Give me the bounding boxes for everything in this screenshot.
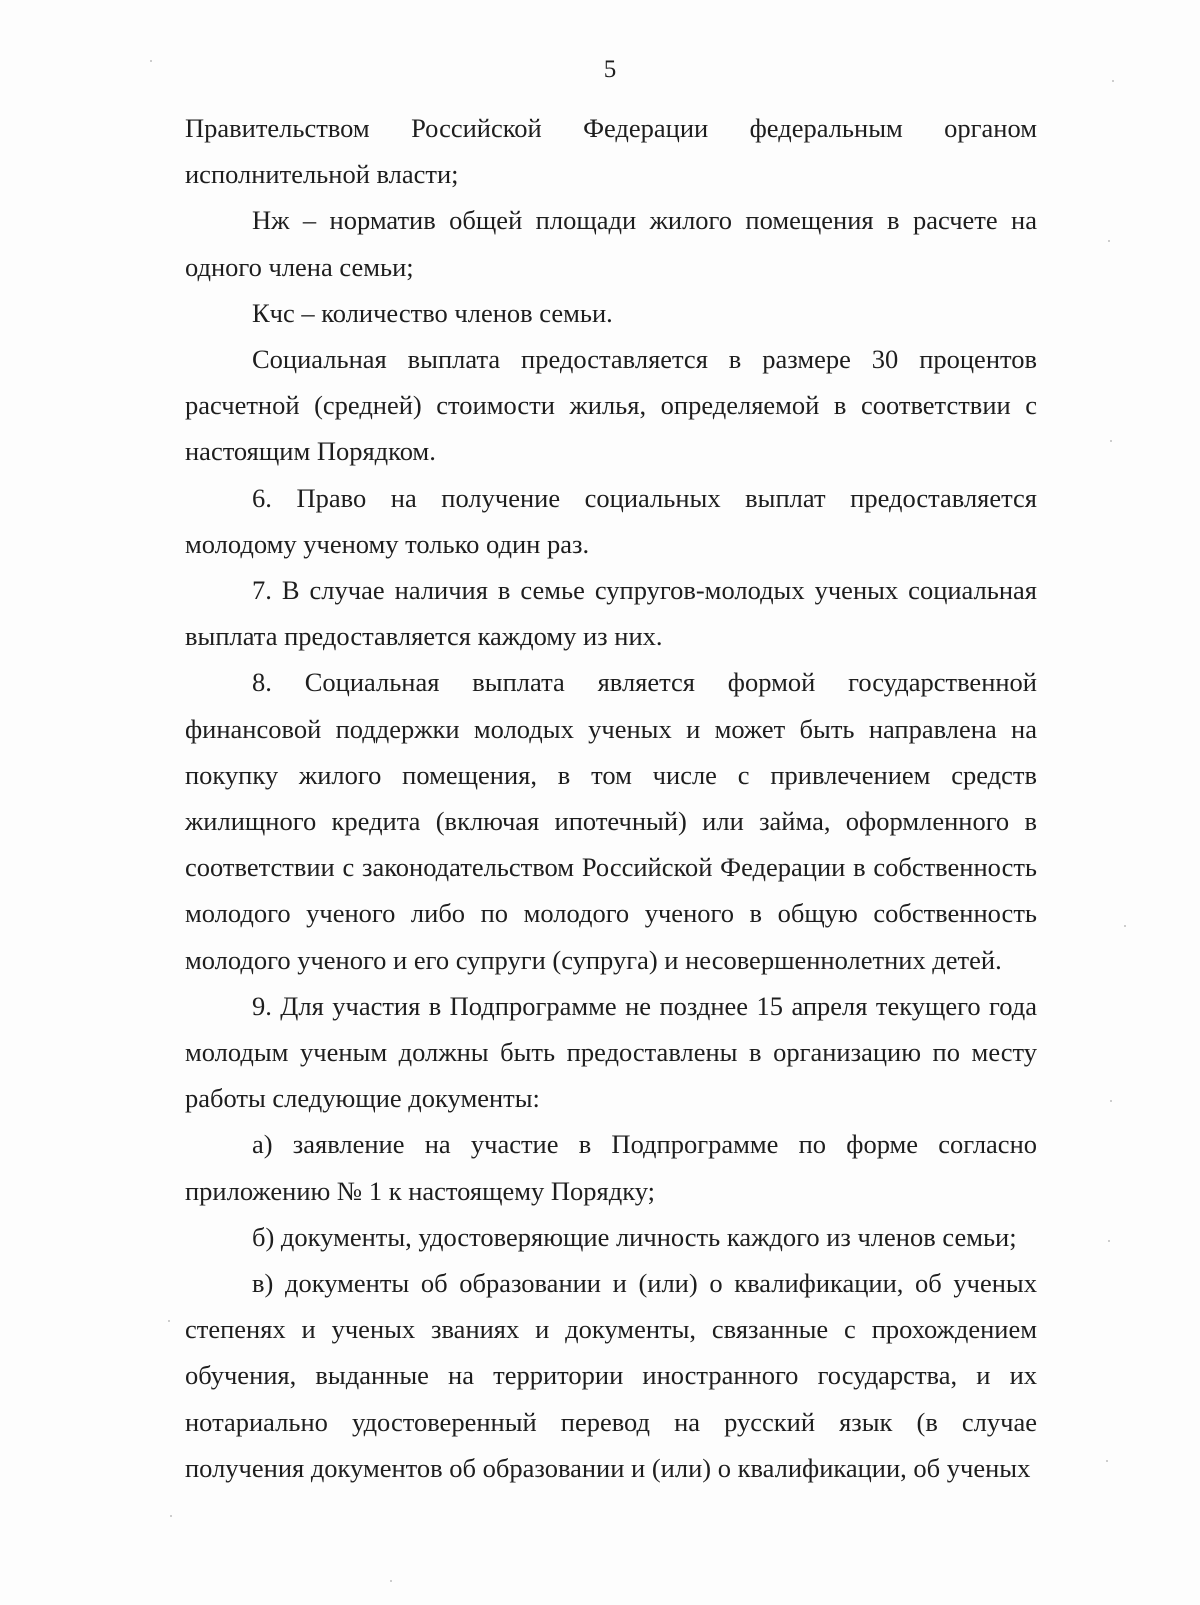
paragraph-kchs-definition: Кчс – количество членов семьи.	[252, 297, 613, 328]
scan-speck	[168, 1320, 170, 1322]
scan-speck	[1124, 925, 1126, 927]
paragraph-item-9: 9. Для участия в Подпрограмме не позднее 15 апреля текущего года молодым ученым должны быть предоставлены в организацию по месту работы следующие документы:	[185, 990, 1037, 1114]
scan-speck	[1108, 1240, 1110, 1242]
page-number: 5	[603, 56, 617, 83]
paragraph-item-8: 8. Социальная выплата является формой государственной финансовой поддержки молодых ученых и может быть направлена на покупку жилого помещения, в том числе с привлечением средств жилищного кредита (включая ипотечный) или займа, оформленного в соответствии с законодательством Российской Федерации в собственность молодого ученого либо по молодого ученого в общую собственность молодого ученого и его супруги (супруга) и несовершеннолетних детей.	[185, 667, 1037, 975]
document-body	[185, 105, 1037, 1491]
scan-speck	[1112, 80, 1114, 82]
scan-speck	[1110, 440, 1112, 442]
scan-speck	[1108, 240, 1110, 242]
paragraph-government-authority: Правительством Российской Федерации федеральным органом исполнительной власти;	[185, 113, 1037, 190]
paragraph-nzh-definition: Нж – норматив общей площади жилого помещения в расчете на одного члена семьи;	[185, 205, 1037, 282]
scan-speck	[390, 1580, 392, 1582]
scan-speck	[1106, 1460, 1108, 1462]
paragraph-item-9a: а) заявление на участие в Подпрограмме по форме согласно приложению № 1 к настоящему Порядку;	[185, 1129, 1037, 1206]
paragraph-item-7: 7. В случае наличия в семье супругов-молодых ученых социальная выплата предоставляется каждому из них.	[185, 575, 1037, 652]
scan-speck	[1110, 1100, 1112, 1102]
paragraph-item-6: 6. Право на получение социальных выплат предоставляется молодому ученому только один раз.	[185, 482, 1037, 559]
scan-speck	[150, 60, 152, 62]
scan-speck	[170, 1515, 172, 1517]
paragraph-item-9v: в) документы об образовании и (или) о квалификации, об ученых степенях и ученых званиях и документы, связанные с прохождением обучения, выданные на территории иностранного государства, и их нотариально удостоверенный перевод на русский язык (в случае получения документов об образовании и (или) о квалификации, об ученых	[185, 1268, 1037, 1483]
paragraph-payment-size: Социальная выплата предоставляется в размере 30 процентов расчетной (средней) стоимости жилья, определяемой в соответствии с настоящим Порядком.	[185, 344, 1037, 467]
paragraph-item-9b: б) документы, удостоверяющие личность каждого из членов семьи;	[252, 1221, 1017, 1252]
